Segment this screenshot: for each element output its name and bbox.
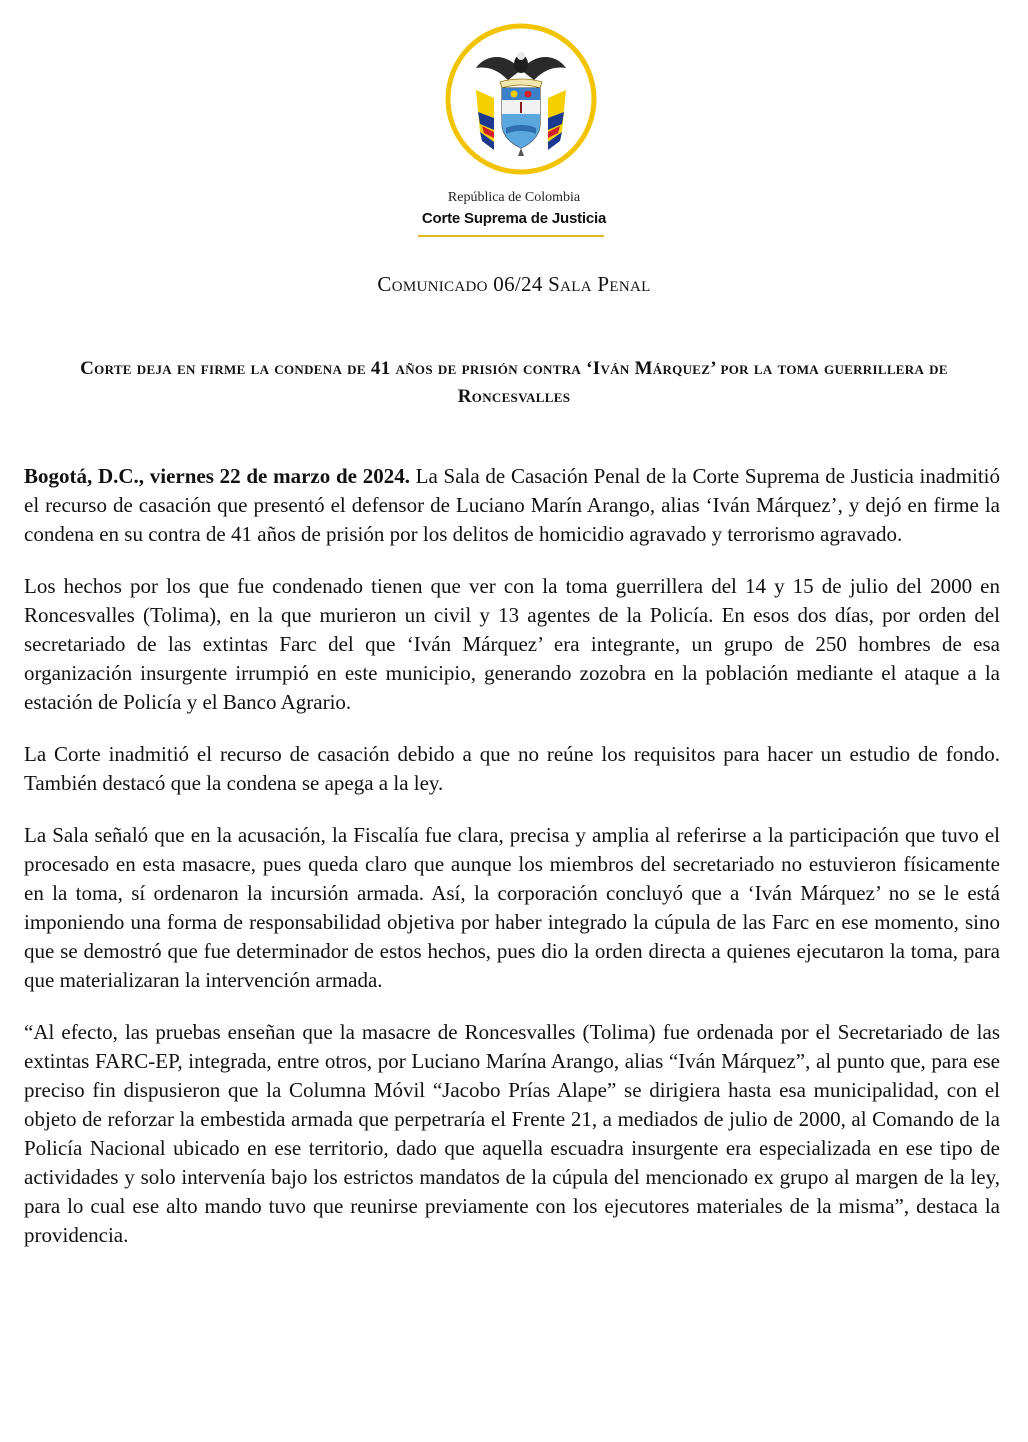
paragraph-2: Los hechos por los que fue condenado tienen que ver con la toma guerrillera del 14 y 15 de julio del 2000 en Roncesvalles (Tolima), en la que murieron un civil y 13 agentes de la Policía. En esos dos días, por orden del secretariado de las extintas Farc del que ‘Iván Márquez’ era integrante, un grupo de 250 hombres de esa organización insurgente irrumpió en este municipio, generando zozobra en la población mediante el ataque a la estación de Policía y el Banco Agrario. (24, 574, 1000, 714)
republica-label: República de Colombia (447, 190, 581, 205)
press-release-body (24, 462, 1000, 1273)
corte-suprema-label: Corte Suprema de Justicia (421, 210, 607, 227)
paragraph-1 (24, 462, 1000, 549)
comunicado-title: Comunicado 06/24 Sala Penal (377, 272, 651, 296)
header-divider (418, 235, 604, 237)
paragraph-4: La Sala señaló que en la acusación, la Fiscalía fue clara, precisa y amplia al referirse a la participación que tuvo el procesado en esta masacre, pues queda claro que aunque los miembros del secretariado no estuvieron físicamente en la toma, sí ordenaron la incursión armada. Así, la corporación concluyó que a ‘Iván Márquez’ no se le está imponiendo una forma de responsabilidad objetiva por haber integrado la cúpula de las Farc en ese momento, sino que se demostró que fue determinador de estos hechos, pues dio la orden directa a quienes ejecutaron la toma, para que materializaran la intervención armada. (24, 823, 1000, 992)
paragraph-1-text: La Sala de Casación Penal de la Corte Suprema de Justicia inadmitió el recurso de casación que presentó el defensor de Luciano Marín Arango, alias ‘Iván Márquez’, y dejó en firme la condena en su contra de 41 años de prisión por los delitos de homicidio agravado y terrorismo agravado. (24, 464, 1000, 546)
paragraph-5: “Al efecto, las pruebas enseñan que la masacre de Roncesvalles (Tolima) fue ordenada por el Secretariado de las extintas FARC-EP, integrada, entre otros, por Luciano Marína Arango, alias “Iván Márquez”, al punto que, para ese preciso fin dispusieron que la Columna Móvil “Jacobo Prías Alape” se dirigiera hasta esa municipalidad, con el objeto de reforzar la embestida armada que perpetraría el Frente 21, a mediados de julio de 2000, al Comando de la Policía Nacional ubicado en ese territorio, dado que aquella escuadra insurgente era especializada en ese tipo de actividades y solo intervenía bajo los estrictos mandatos de la cúpula del mencionado ex grupo al margen de la ley, para lo cual ese alto mando tuvo que reunirse previamente con los ejecutores materiales de la misma”, destaca la providencia. (24, 1020, 1000, 1247)
paragraph-3: La Corte inadmitió el recurso de casación debido a que no reúne los requisitos para hacer un estudio de fondo. También destacó que la condena se apega a la ley. (24, 742, 1000, 795)
colombia-coat-of-arms-seal-icon (442, 20, 600, 178)
headline: Corte deja en firme la condena de 41 años de prisión contra ‘Iván Márquez’ por la toma guerrillera de Roncesvalles (80, 358, 948, 407)
dateline: Bogotá, D.C., viernes 22 de marzo de 2024. (24, 464, 410, 488)
